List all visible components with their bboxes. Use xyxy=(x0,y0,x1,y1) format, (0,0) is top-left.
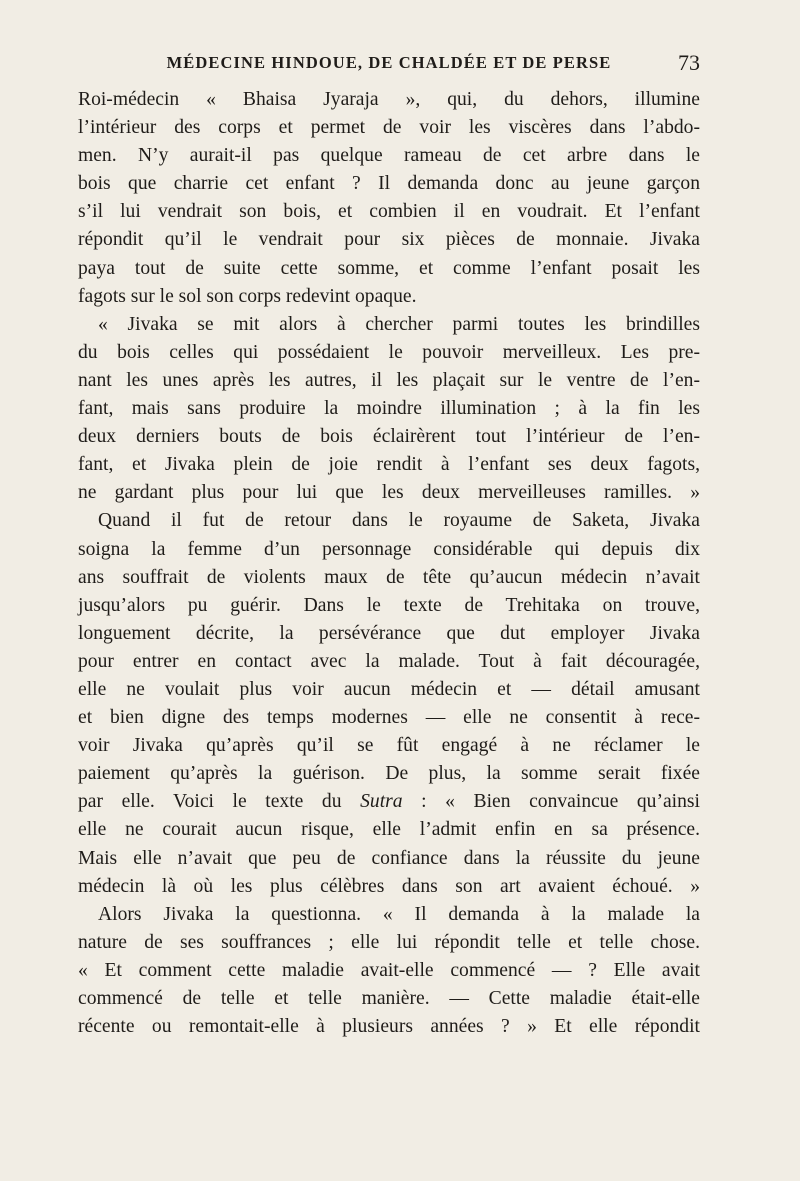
text-line: deux derniers bouts de bois éclairèrent tout l’intérieur de l’en- xyxy=(78,426,700,448)
text-line: ne gardant plus pour lui que les deux merveilleuses ramilles. » xyxy=(78,482,700,504)
text-line: Mais elle n’avait que peu de confiance dans la réussite du jeune xyxy=(78,847,700,869)
text-line: elle ne courait aucun risque, elle l’admit enfin en sa présence. xyxy=(78,819,700,841)
text-line: ans souffrait de violents maux de tête qu’aucun médecin n’avait xyxy=(78,566,700,588)
text-line: fant, et Jivaka plein de joie rendit à l’enfant ses deux fagots, xyxy=(78,454,700,476)
sutra-title: Sutra xyxy=(360,791,403,813)
text-line: Roi-médecin « Bhaisa Jyaraja », qui, du dehors, illumine xyxy=(78,89,700,110)
page-number: 73 xyxy=(678,50,700,75)
text-line: soigna la femme d’un personnage considérable qui depuis dix xyxy=(78,538,700,560)
body-text xyxy=(78,86,700,1041)
text-line: « Jivaka se mit alors à chercher parmi toutes les brindilles xyxy=(98,313,700,335)
text-line: pour entrer en contact avec la malade. Tout à fait découragée, xyxy=(78,650,700,672)
text-line: fant, mais sans produire la moindre illumination ; à la fin les xyxy=(78,398,700,420)
text-line: du bois celles qui possédaient le pouvoir merveilleux. Les pre- xyxy=(78,341,700,363)
text-line: longuement décrite, la persévérance que dut employer Jivaka xyxy=(78,622,700,644)
text-line: répondit qu’il le vendrait pour six pièces de monnaie. Jivaka xyxy=(78,229,700,251)
running-title: MÉDECINE HINDOUE, DE CHALDÉE ET DE PERSE xyxy=(166,53,612,72)
text-segment: par elle. Voici le texte du xyxy=(78,791,342,813)
text-line: Alors Jivaka la questionna. « Il demanda à la malade la xyxy=(98,903,700,925)
text-line: « Et comment cette maladie avait-elle commencé — ? Elle avait xyxy=(78,959,700,981)
page-header xyxy=(78,46,700,80)
text-line: men. N’y aurait-il pas quelque rameau de cet arbre dans le xyxy=(78,145,700,167)
text-line: bois que charrie cet enfant ? Il demanda donc au jeune garçon xyxy=(78,173,700,195)
text-line: s’il lui vendrait son bois, et combien il en voudrait. Et l’enfant xyxy=(78,201,700,223)
text-line: nant les unes après les autres, il les plaçait sur le ventre de l’en- xyxy=(78,369,700,391)
text-line: récente ou remontait-elle à plusieurs années ? » Et elle répondit xyxy=(78,1016,700,1038)
text-line: nature de ses souffrances ; elle lui répondit telle et telle chose. xyxy=(78,931,700,953)
text-line: jusqu’alors pu guérir. Dans le texte de Trehitaka on trouve, xyxy=(78,594,700,616)
text-line: et bien digne des temps modernes — elle ne consentit à rece- xyxy=(78,707,700,729)
text-line: fagots sur le sol son corps redevint opaque. xyxy=(78,285,417,307)
text-line: elle ne voulait plus voir aucun médecin et — détail amusant xyxy=(78,678,700,700)
text-line: paiement qu’après la guérison. De plus, la somme serait fixée xyxy=(78,763,700,785)
text-line: paya tout de suite cette somme, et comme l’enfant posait les xyxy=(78,257,700,279)
text-segment: : « Bien convaincue qu’ainsi xyxy=(402,791,700,813)
text-line: Quand il fut de retour dans le royaume de Saketa, Jivaka xyxy=(98,510,700,532)
text-line: voir Jivaka qu’après qu’il se fût engagé à ne réclamer le xyxy=(78,735,700,757)
text-line-sutra xyxy=(78,788,700,816)
text-line: médecin là où les plus célèbres dans son art avaient échoué. » xyxy=(78,875,700,897)
text-line: l’intérieur des corps et permet de voir les viscères dans l’abdo- xyxy=(78,117,700,139)
text-line: commencé de telle et telle manière. — Cette maladie était-elle xyxy=(78,988,700,1009)
